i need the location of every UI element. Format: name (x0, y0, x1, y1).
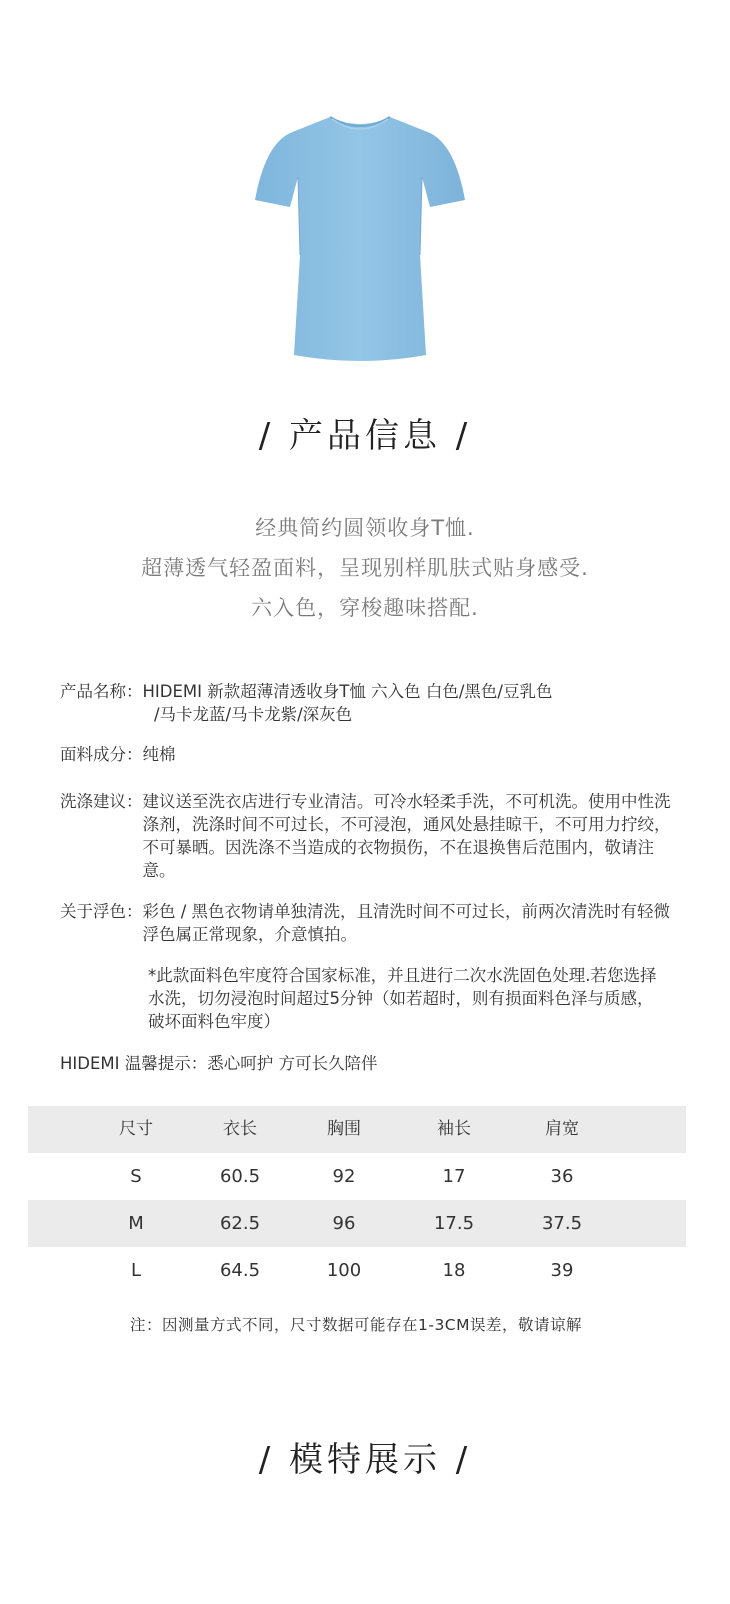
spec-color-fading (60, 900, 680, 946)
care-tip: HIDEMI 温馨提示：悉心呵护 方可长久陪伴 (60, 1054, 378, 1073)
size-footnote: 注：因测量方式不同，尺寸数据可能存在1-3CM误差，敬请谅解 (129, 1316, 582, 1334)
size-cell: 37.5 (541, 1213, 583, 1234)
spec-fabric (60, 743, 680, 766)
spec-label: 关于浮色： (60, 902, 143, 921)
size-header-cell: 衣长 (223, 1119, 257, 1139)
spec-value: 彩色 / 黑色衣物请单独清洗，且清洗时间不可过长，前两次清洗时有轻微浮色属正常现象，介意慎拍。 (142, 902, 671, 944)
size-table (28, 1106, 686, 1294)
size-header-cell: 胸围 (327, 1119, 361, 1139)
intro-line: 六入色，穿梭趣味搭配. (251, 596, 479, 620)
size-cell: 17.5 (433, 1213, 475, 1234)
size-cell: 18 (442, 1260, 466, 1281)
spec-washing (60, 790, 680, 882)
size-header-cell: 袖长 (437, 1119, 471, 1139)
table-row (28, 1247, 686, 1294)
spec-value: HIDEMI 新款超薄清透收身T恤 六入色 白色/黑色/豆乳色 (142, 682, 553, 701)
spec-value: /马卡龙蓝/马卡龙紫/深灰色 (154, 705, 353, 724)
table-row (28, 1153, 686, 1200)
intro-text (0, 508, 730, 628)
size-cell: 60.5 (219, 1166, 261, 1187)
spec-label: 产品名称： (60, 682, 143, 701)
size-cell: 39 (550, 1260, 574, 1281)
size-header-cell: 肩宽 (545, 1119, 579, 1139)
spec-label: 洗涤建议： (60, 792, 143, 811)
size-cell: 62.5 (219, 1213, 261, 1234)
table-row (28, 1200, 686, 1247)
spec-value: 纯棉 (142, 745, 176, 764)
size-cell: M (128, 1213, 144, 1234)
size-cell: 17 (442, 1166, 466, 1187)
spec-product-name (60, 680, 680, 726)
spec-label: 面料成分： (60, 745, 143, 764)
size-cell: L (130, 1260, 142, 1281)
intro-line: 超薄透气轻盈面料，呈现别样肌肤式贴身感受. (141, 556, 589, 580)
spec-value: 建议送至洗衣店进行专业清洁。可冷水轻柔手洗，不可机洗。使用中性洗涤剂，洗涤时间不可过长，不可浸泡，通风处悬挂晾干，不可用力拧绞，不可暴晒。因洗涤不当造成的衣物损伤，不在退换售后范围内，敬请注意。 (142, 792, 671, 880)
size-cell: 92 (332, 1166, 356, 1187)
section-title-product-info: / 产品信息 / (258, 416, 472, 456)
size-cell: S (130, 1166, 142, 1187)
size-header-cell: 尺寸 (119, 1119, 153, 1139)
tshirt-image (250, 105, 470, 370)
size-cell: 36 (550, 1166, 574, 1187)
fade-note: *此款面料色牢度符合国家标准，并且进行二次水洗固色处理.若您选择水洗，切勿浸泡时间超过5分钟（如若超时，则有损面料色泽与质感，破坏面料色牢度） (148, 966, 657, 1031)
size-cell: 96 (332, 1213, 356, 1234)
size-cell: 100 (326, 1260, 362, 1281)
size-table-header (28, 1106, 686, 1153)
section-title-model-display: / 模特展示 / (258, 1440, 472, 1480)
size-cell: 64.5 (219, 1260, 261, 1281)
intro-line: 经典简约圆领收身T恤. (255, 516, 475, 540)
